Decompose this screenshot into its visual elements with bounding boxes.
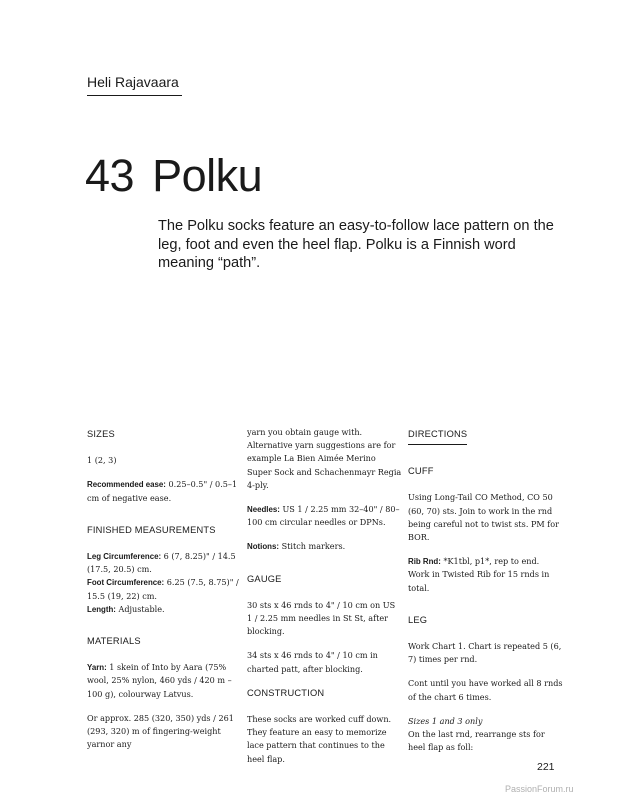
- sizes-heading: SIZES: [87, 429, 115, 439]
- last-round-text: On the last rnd, rearrange sts for heel flap as foll:: [408, 729, 545, 753]
- gauge-heading: GAUGE: [247, 573, 282, 584]
- construction-text: These socks are worked cuff down. They feature an easy to memorize lace pattern that continues to the heel flap.: [247, 714, 392, 764]
- approx-text: Or approx. 285 (320, 350) yds / 261 (293, 320) m of fingering-weight yarnor any: [87, 712, 234, 750]
- cuff-heading: CUFF: [408, 466, 434, 477]
- foot-value: 6.25 (7.5, 8.75)" / 15.5 (19, 22) cm.: [87, 577, 239, 601]
- leg-heading: LEG: [408, 614, 428, 625]
- column-3: [408, 428, 563, 765]
- rib-value: *K1tbl, p1*, rep to end.: [440, 556, 540, 567]
- needles-text: [247, 503, 402, 529]
- construction-heading: CONSTRUCTION: [247, 687, 325, 698]
- length-label: Length:: [87, 604, 116, 614]
- author-name: Heli Rajavaara: [87, 74, 182, 96]
- gauge-stockinette-text: 30 sts x 46 rnds to 4" / 10 cm on US 1 / 2.25 mm needles in St St, after blocking.: [247, 599, 396, 637]
- length-value: Adjustable.: [115, 603, 165, 614]
- yarn-continued-text: yarn you obtain gauge with. Alternative yarn suggestions are for example La Bien Aimée Merino Super Sock and Schachenmayr Regia 4-ply.: [247, 427, 402, 490]
- ease-text: [87, 478, 242, 504]
- column-1: [87, 428, 242, 762]
- materials-heading: MATERIALS: [87, 636, 141, 647]
- leg-continue-text: Cont until you have worked all 8 rnds of the chart 6 times.: [408, 678, 563, 702]
- sizes-note: Sizes 1 and 3 only: [408, 715, 483, 726]
- pattern-number: 43: [85, 150, 135, 201]
- rib-label: Rib Rnd:: [408, 557, 441, 567]
- sizes-text: 1 (2, 3): [87, 455, 117, 466]
- needles-label: Needles:: [247, 505, 280, 515]
- ease-value: 0.25–0.5" / 0.5–1 cm of negative ease.: [87, 479, 238, 503]
- leg-chart-text: Work Chart 1. Chart is repeated 5 (6, 7) times per rnd.: [408, 641, 562, 665]
- cuff-text: Using Long-Tail CO Method, CO 50 (60, 70) sts. Join to work in the rnd being careful not to twist sts. PM for BOR.: [408, 492, 560, 543]
- notions-text: [247, 540, 402, 553]
- leg-value: 6 (7, 8.25)" / 14.5 (17.5, 20.5) cm.: [87, 551, 236, 575]
- length-text: [87, 603, 242, 616]
- finished-measurements-heading: FINISHED MEASUREMENTS: [87, 524, 216, 535]
- gauge-charted-text: 34 sts x 46 rnds to 4" / 10 cm in charted patt, after blocking.: [247, 650, 378, 674]
- page-number: 221: [537, 761, 555, 773]
- leg-label: Leg Circumference:: [87, 552, 162, 562]
- yarn-text: [87, 661, 242, 701]
- notions-value: Stitch markers.: [279, 541, 346, 552]
- rib-round: [408, 555, 563, 568]
- pattern-title: Polku: [152, 150, 263, 201]
- rib-work-text: Work in Twisted Rib for 15 rnds in total.: [408, 569, 550, 593]
- yarn-value: 1 skein of Into by Aara (75% wool, 25% nylon, 460 yds / 420 m – 100 g), colourway Latvus.: [87, 662, 232, 699]
- needles-value: US 1 / 2.25 mm 32–40" / 80–100 cm circular needles or DPNs.: [247, 504, 400, 528]
- ease-label: Recommended ease:: [87, 480, 166, 490]
- foot-label: Foot Circumference:: [87, 578, 165, 588]
- directions-heading: DIRECTIONS: [408, 428, 467, 445]
- intro-paragraph: The Polku socks feature an easy-to-follow lace pattern on the leg, foot and even the heel flap. Polku is a Finnish word meaning “path”.: [158, 218, 554, 271]
- yarn-label: Yarn:: [87, 663, 107, 673]
- column-2: [247, 426, 402, 777]
- notions-label: Notions:: [247, 542, 279, 552]
- page-title: [85, 150, 262, 202]
- watermark: PassionForum.ru: [505, 784, 574, 794]
- foot-circumference: [87, 576, 242, 602]
- leg-circumference: [87, 550, 242, 576]
